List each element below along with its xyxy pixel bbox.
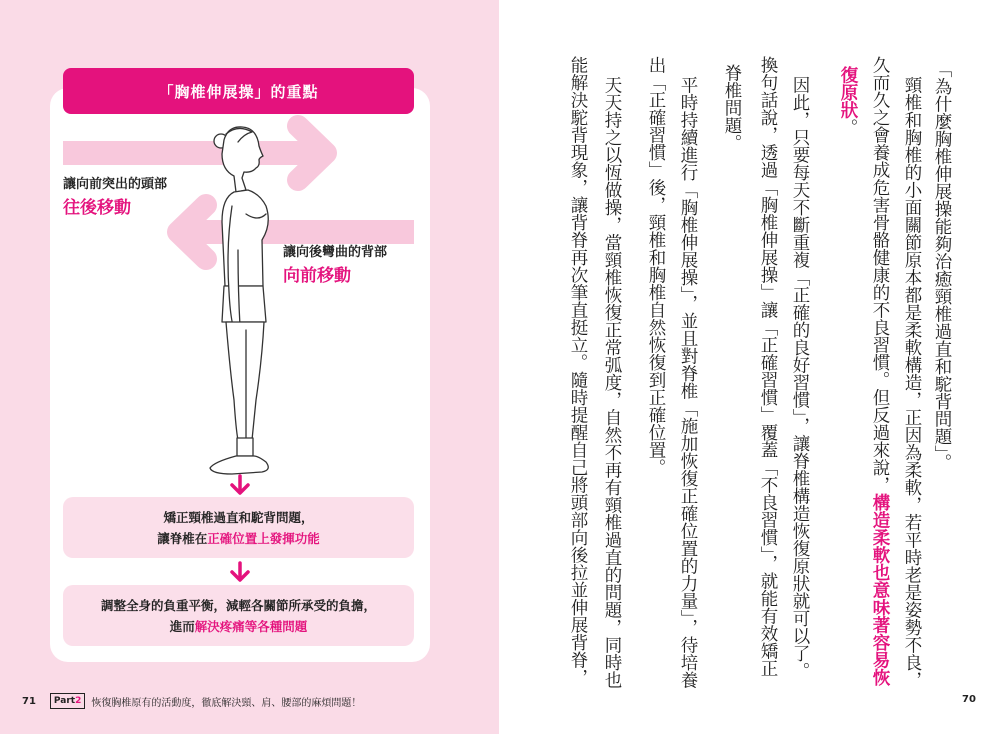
result-box-1 [63, 497, 414, 558]
label-head-text: 讓向前突出的頭部 [63, 177, 168, 192]
text-line [869, 56, 891, 686]
label-back [283, 244, 387, 288]
text-segment: 。 [838, 118, 858, 136]
page-number-left: 71 [22, 695, 36, 707]
text-line: 因此，只要每天不斷重複「正確的良好習慣」，讓脊椎構造恢復原狀就可以了。 [790, 76, 810, 680]
chapter-caption: 恢復胸椎原有的活動度，徹底解決頸、肩、腰部的麻煩問題！ [91, 697, 362, 709]
text-line: 出「正確習慣」後，頸椎和胸椎自然恢復到正確位置。 [646, 56, 666, 476]
text-line: 換句話說，透過「胸椎伸展操」讓「正確習慣」覆蓋「不良習慣」，就能有效矯正 [758, 56, 778, 678]
result-box-1-plain: 讓脊椎在 [157, 530, 208, 546]
standing-woman-illustration [210, 127, 268, 474]
result-box-1-highlight: 正確位置上發揮功能 [207, 530, 320, 546]
page-footer-left [0, 692, 499, 710]
part-badge [50, 693, 85, 709]
text-line: 頸椎和胸椎的小面關節原本都是柔軟構造，正因為柔軟，若平時老是姿勢不良， [902, 76, 922, 689]
label-head [63, 176, 167, 220]
text-line: 平時持續進行「胸椎伸展操」，並且對脊椎「施加恢復正確位置的力量」，待培養 [678, 76, 698, 689]
result-box-2 [63, 585, 414, 646]
text-line: 能解決駝背現象，讓背脊再次筆直挺立。隨時提醒自己將頭部向後拉並伸展背脊， [568, 56, 588, 686]
left-page [0, 0, 499, 734]
page-number-right: 70 [962, 694, 976, 705]
text-line: 「為什麼胸椎伸展操能夠治癒頸椎過直和駝背問題」。 [932, 60, 952, 472]
label-back-text: 讓向後彎曲的背部 [283, 245, 388, 260]
result-box-1-line2 [157, 528, 320, 549]
text-highlight: 復原狀 [838, 66, 858, 119]
part-label: Part [53, 696, 76, 706]
result-box-2-line1: 調整全身的負重平衡，減輕各關節所承受的負擔， [100, 597, 376, 613]
part-number: 2 [75, 696, 82, 706]
arrow-right-icon [63, 126, 326, 180]
result-box-2-plain: 進而 [169, 618, 195, 634]
down-arrow-icon [232, 563, 248, 580]
text-line: 脊椎問題。 [722, 64, 742, 152]
text-line: 天天持之以恆做操，當頸椎恢復正常弧度，自然不再有頸椎過直的問題，同時也 [602, 76, 622, 689]
diagram-title: 「胸椎伸展操」的重點 [63, 68, 414, 114]
result-box-1-line1: 矯正頸椎過直和駝背問題， [163, 509, 314, 525]
down-arrow-icon [232, 476, 248, 493]
text-highlight: 構造柔軟也意味著容易恢 [870, 493, 890, 686]
text-line [837, 66, 859, 136]
text-segment: 久而久之會養成危害骨骼健康的不良習慣。但反過來說， [870, 56, 890, 494]
label-head-emphasis: 往後移動 [63, 198, 131, 218]
label-back-emphasis: 向前移動 [283, 266, 351, 286]
result-box-2-highlight: 解決疼痛等各種問題 [194, 618, 308, 634]
result-box-2-line2 [170, 616, 308, 637]
